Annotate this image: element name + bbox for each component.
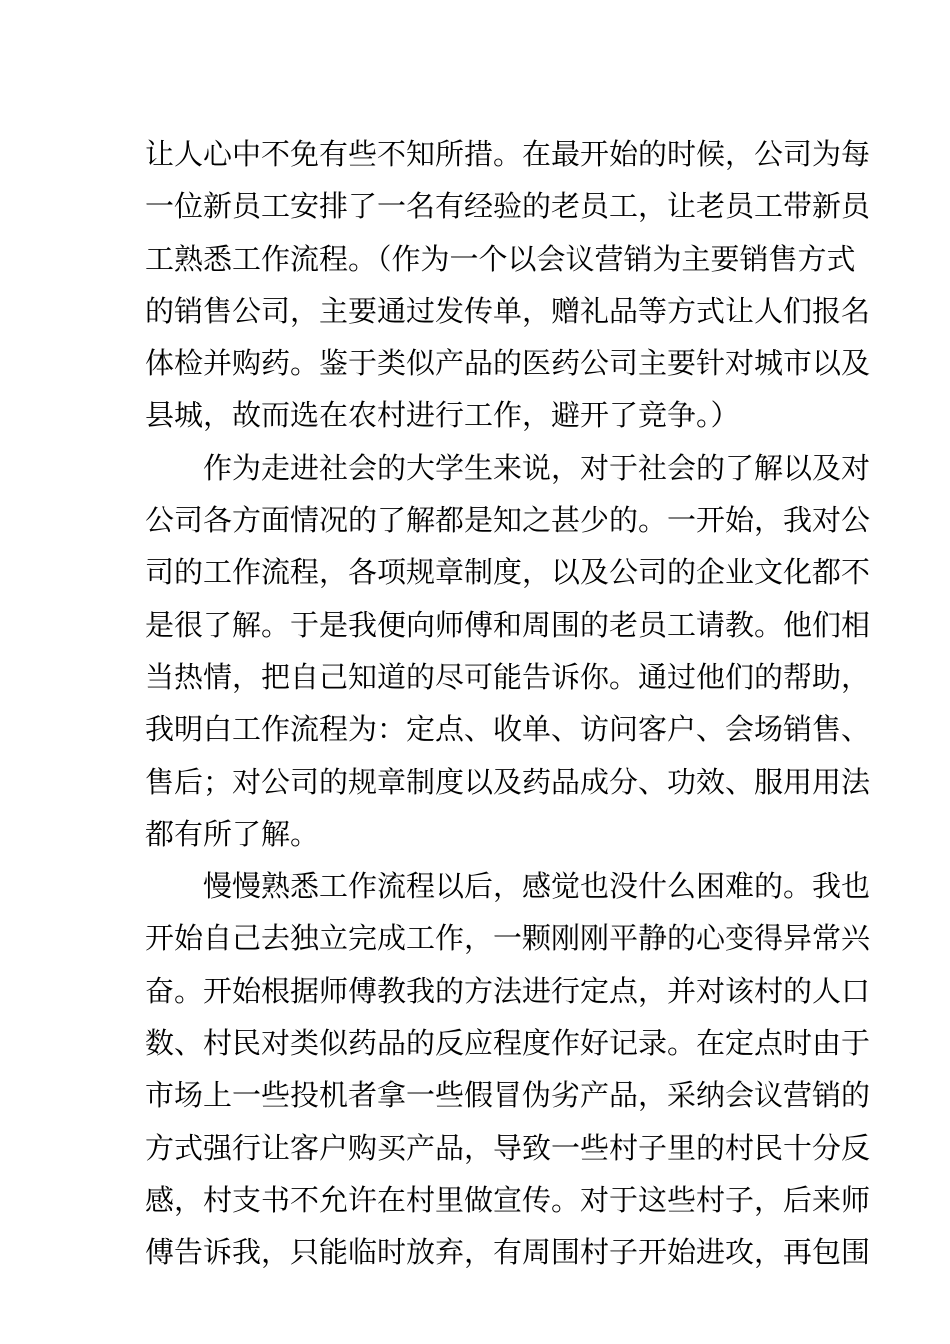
paragraph-2 — [145, 442, 871, 860]
text-line: 让人心中不免有些不知所措。在最开始的时候，公司为每 — [145, 137, 871, 171]
document-body — [145, 128, 871, 1279]
text-line: 方式强行让客户购买产品，导致一些村子里的村民十分反 — [145, 1130, 871, 1165]
text-line: 慢慢熟悉工作流程以后，感觉也没什么困难的。我也 — [203, 869, 871, 904]
text-line: 当热情，把自己知道的尽可能告诉你。通过他们的帮助， — [145, 659, 871, 694]
text-line: 开始自己去独立完成工作，一颗刚刚平静的心变得异常兴 — [145, 921, 871, 956]
text-line: 售后；对公司的规章制度以及药品成分、功效、服用用法 — [145, 764, 871, 799]
text-line: 是很了解。于是我便向师傅和周围的老员工请教。他们相 — [145, 607, 871, 642]
text-line: 作为走进社会的大学生来说，对于社会的了解以及对 — [203, 450, 871, 485]
paragraph-1 — [145, 128, 871, 442]
text-line: 感，村支书不允许在村里做宣传。对于这些村子，后来师 — [145, 1182, 871, 1217]
text-line: 司的工作流程，各项规章制度，以及公司的企业文化都不 — [145, 555, 871, 590]
text-line: 都有所了解。 — [145, 816, 320, 851]
text-line: 一位新员工安排了一名有经验的老员工，让老员工带新员 — [145, 189, 871, 224]
text-line: 公司各方面情况的了解都是知之甚少的。一开始，我对公 — [145, 503, 871, 538]
text-line: 工熟悉工作流程。（作为一个以会议营销为主要销售方式 — [145, 241, 856, 276]
text-line: 傅告诉我，只能临时放弃，有周围村子开始进攻，再包围 — [145, 1235, 871, 1270]
text-line: 县城，故而选在农村进行工作，避开了竞争。） — [145, 398, 740, 433]
text-line: 奋。开始根据师傅教我的方法进行定点，并对该村的人口 — [145, 973, 871, 1008]
text-line: 我明白工作流程为：定点、收单、访问客户、会场销售、 — [145, 712, 871, 747]
text-line: 市场上一些投机者拿一些假冒伪劣产品，采纳会议营销的 — [145, 1078, 871, 1113]
text-line: 的销售公司，主要通过发传单，赠礼品等方式让人们报名 — [145, 293, 871, 328]
text-line: 体检并购药。鉴于类似产品的医药公司主要针对城市以及 — [145, 346, 871, 381]
paragraph-3 — [145, 860, 871, 1278]
text-line: 数、村民对类似药品的反应程度作好记录。在定点时由于 — [145, 1026, 871, 1061]
